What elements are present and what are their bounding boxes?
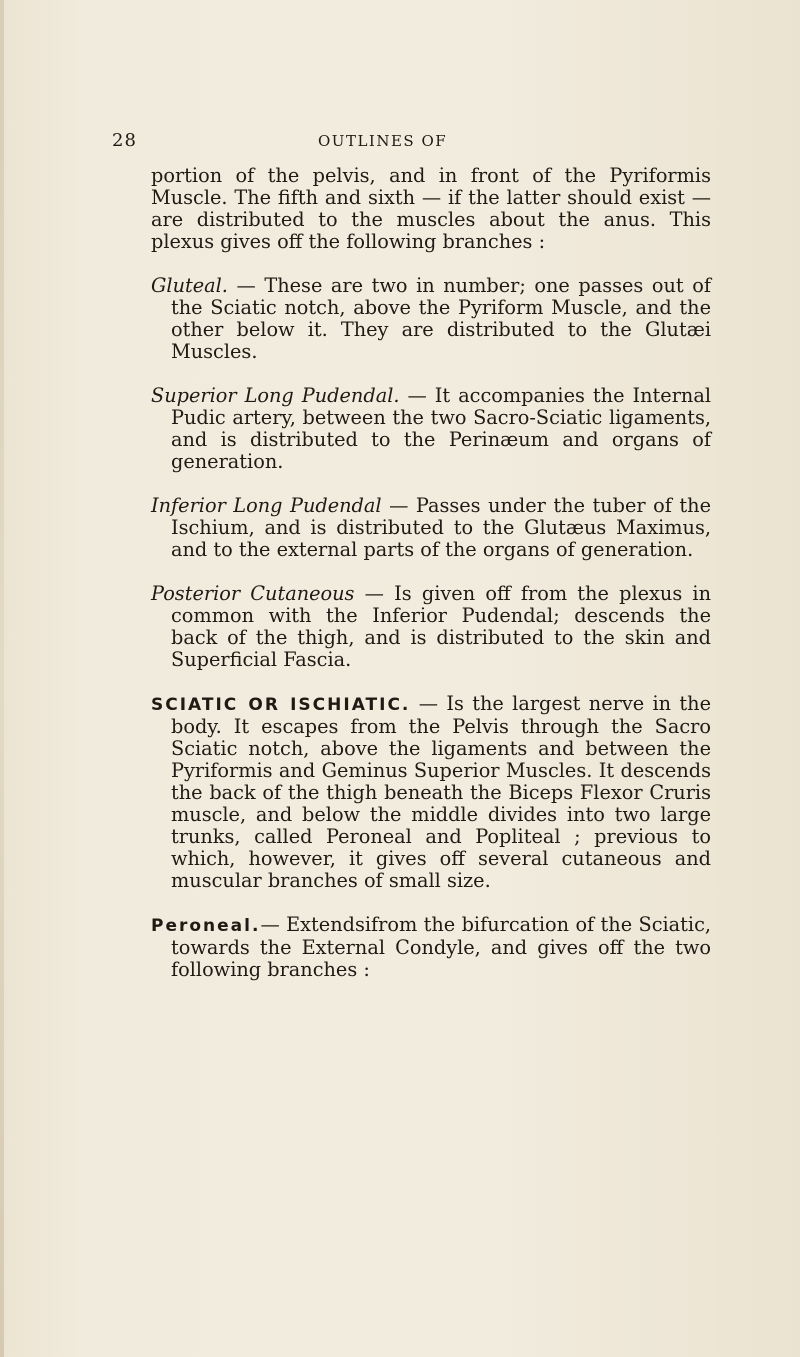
gluteal-text: — These are two in number; one passes out of the Sciatic notch, above the Pyriform Muscle, and the other below it. They are distributed to the Glutæi Muscles.	[171, 274, 711, 363]
body-text	[151, 165, 711, 981]
sciatic-paragraph	[151, 693, 711, 892]
page-header	[0, 130, 800, 154]
gluteal-paragraph	[151, 275, 711, 363]
posterior-cutaneous-paragraph	[151, 583, 711, 671]
superior-long-pudendal-text: — It accompanies the Internal Pudic artery, between the two Sacro-Sciatic ligaments, and is distributed to the Perinæum and organs of generation.	[171, 384, 712, 473]
inferior-long-pudendal-text: — Passes under the tuber of the Ischium, and is distributed to the Glutæus Maximus, and to the external parts of the organs of generation.	[171, 494, 711, 561]
peroneal-term: Peroneal.	[151, 916, 261, 936]
page-edge-shadow	[0, 0, 4, 1357]
intro-paragraph: portion of the pelvis, and in front of the Pyriformis Muscle. The fifth and sixth — if the latter should exist — are distributed to the muscles about the anus. This plexus gives off the following branches :	[151, 164, 711, 253]
sciatic-term: SCIATIC OR ISCHIATIC.	[151, 695, 411, 715]
peroneal-paragraph	[151, 914, 711, 981]
page-number: 28	[112, 130, 137, 151]
inferior-long-pudendal-paragraph	[151, 495, 711, 561]
running-head: OUTLINES OF	[318, 132, 448, 150]
posterior-cutaneous-text: — Is given off from the plexus in common with the Inferior Pudendal; descends the back of the thigh, and is distributed to the skin and Superficial Fascia.	[171, 582, 712, 671]
superior-long-pudendal-term: Superior Long Pudendal.	[151, 384, 400, 407]
superior-long-pudendal-paragraph	[151, 385, 711, 473]
peroneal-text: — Extendsifrom the bifurcation of the Sciatic, towards the External Condyle, and gives off the two following branches :	[171, 913, 711, 981]
inferior-long-pudendal-term: Inferior Long Pudendal	[151, 494, 382, 517]
sciatic-text: — Is the largest nerve in the body. It escapes from the Pelvis through the Sacro Sciatic notch, above the ligaments and between the Pyriformis and Geminus Superior Muscles. It descends the back of the thigh beneath the Biceps Flexor Cruris muscle, and below the middle divides into two large trunks, called Peroneal and Popliteal ; previous to which, however, it gives off several cutaneous and muscular branches of small size.	[171, 692, 711, 892]
posterior-cutaneous-term: Posterior Cutaneous	[151, 582, 355, 605]
gluteal-term: Gluteal.	[151, 274, 228, 297]
